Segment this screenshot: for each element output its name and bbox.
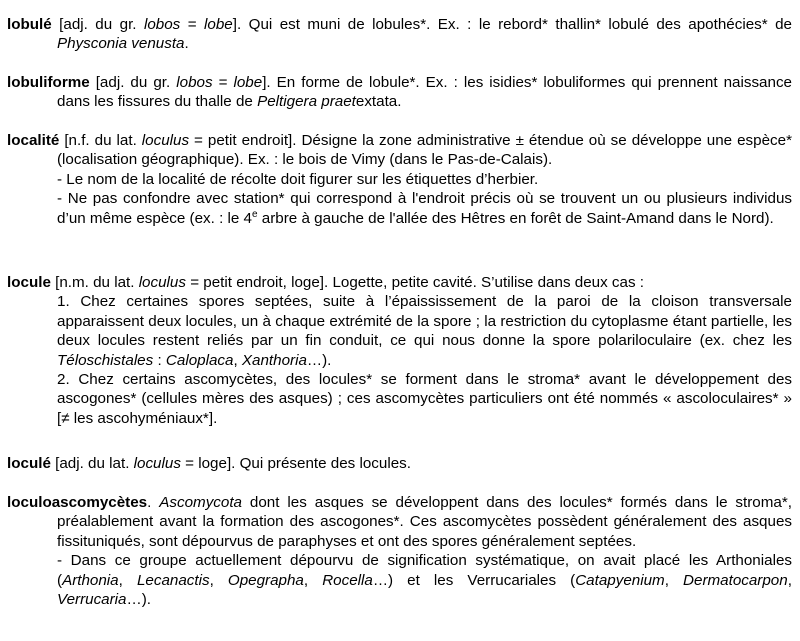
note-italic: Dermatocarpon [683,571,788,589]
entry-definition [7,493,792,551]
note-italic: Catapyenium [575,571,665,589]
segment: Ascomycota [159,494,242,511]
note-text: arbre à gauche de l'allée des Hêtres en forêt de Saint-Amand dans le Nord). [257,209,774,227]
entry-note [7,551,792,609]
entry-lobuliforme [7,73,792,112]
segment: lobe [204,16,233,33]
segment: Peltigera praet [257,93,356,111]
headword: locule [7,274,51,291]
entry-definition [7,15,792,54]
note-italic: Lecanactis [136,571,210,589]
note-text: …) et les Verrucariales ( [372,571,576,589]
note-text: , [664,571,684,589]
segment: ]. En forme de lobule*. Ex. : les isidies* lobuliformes qui prennent naissance dans les fissures du thalle de [57,74,792,111]
entry-note [7,370,792,428]
note-text: …). [306,351,332,369]
segment: loculus [138,274,186,291]
headword: lobuliforme [7,74,90,91]
segment: [n.f. du lat. [59,132,142,149]
entry-note [7,292,792,370]
entry-localite [7,131,792,228]
segment: lobos [143,16,181,33]
entry-locule [7,273,792,428]
segment: = [180,16,205,33]
segment: = petit endroit, loge]. Logette, petite cavité. S’utilise dans deux cas : [185,274,644,291]
entry-definition [7,73,792,112]
segment: [adj. du gr. [89,74,177,91]
note-text: , [118,571,137,589]
segment: extata. [355,93,402,111]
note-text: , [787,571,792,589]
note-italic: Verrucaria [57,591,127,609]
entry-definition [7,454,792,473]
segment: lobe [233,74,263,91]
note-text: , [209,571,228,589]
headword: loculé [7,455,51,472]
entry-lobule [7,15,792,54]
segment: loculus [141,132,190,149]
note-text: , [233,351,242,369]
segment: Physconia venusta [57,35,185,53]
note-text: 2. Chez certains ascomycètes, des locules* se forment dans le stroma* avant le développement des ascogones* (cellules mères des asques) ; ces ascomycètes particuliers ont été nommés « ascoloculaires* » [≠ les ascohyméniaux*]. [57,371,792,427]
note-text: - Dans ce groupe actuellement dépourvu de signification systématique, on avait placé les Arthoniales ( [57,552,792,589]
note-text: - Ne pas confondre avec station* qui correspond à l'endroit précis où se trouvent un ou plusieurs individus d’un même espèce (ex. : le 4 [57,190,792,227]
superscript: e [252,208,258,220]
entry-note [7,170,792,189]
entry-definition [7,131,792,170]
note-italic: Téloschistales [57,351,154,369]
segment: loculus [133,455,181,472]
segment: [adj. du gr. [51,16,144,33]
note-italic: Rocella [322,571,373,589]
headword: loculoascomycètes [7,494,148,511]
note-italic: Caloplaca [165,351,234,369]
segment: [n.m. du lat. [50,274,139,291]
entry-note [7,189,792,228]
note-italic: Xanthoria [241,351,307,369]
segment: lobos [176,74,213,91]
note-text: , [303,571,323,589]
entry-definition [7,273,792,292]
segment: . [184,35,189,53]
segment: . [147,494,160,511]
entry-locule-adj [7,454,792,473]
note-text: 1. Chez certaines spores septées, suite à l’épaississement de la paroi de la cloison transversale apparaissent deux locules, un à chaque extrémité de la spore ; la restriction du cytoplasme étant partielle, les deux locules restent reliés par un fin conduit, ce qui nous donne la spore polariloculaire (ex. chez les [57,293,792,350]
segment: = petit endroit]. Désigne la zone administrative ± étendue où se développe une espèce* (localisation géographique). Ex. : le bois de Vimy (dans le Pas-de-Calais). [57,132,792,169]
segment: dont les asques se développent dans des locules* formés dans le stroma*, préalablement avant la formation des ascogones*. Ces ascomycètes possèdent généralement des asques fissituniqués, sont dépourvus de paraphyses et ont des spores généralement septées. [57,494,792,550]
entry-loculoascomycetes [7,493,792,609]
segment: = loge]. Qui présente des locules. [180,455,411,472]
segment: [adj. du lat. [50,455,134,472]
headword: localité [7,132,60,149]
note-text: - Le nom de la localité de récolte doit figurer sur les étiquettes d’herbier. [57,170,539,188]
note-text: …). [126,591,151,609]
note-italic: Opegrapha [227,571,304,589]
segment: = [212,74,234,91]
note-text: : [153,351,166,369]
headword: lobulé [7,16,52,33]
note-italic: Arthonia [62,571,119,589]
segment: ]. Qui est muni de lobules*. Ex. : le rebord* thallin* lobulé des apothécies* de [232,16,792,33]
